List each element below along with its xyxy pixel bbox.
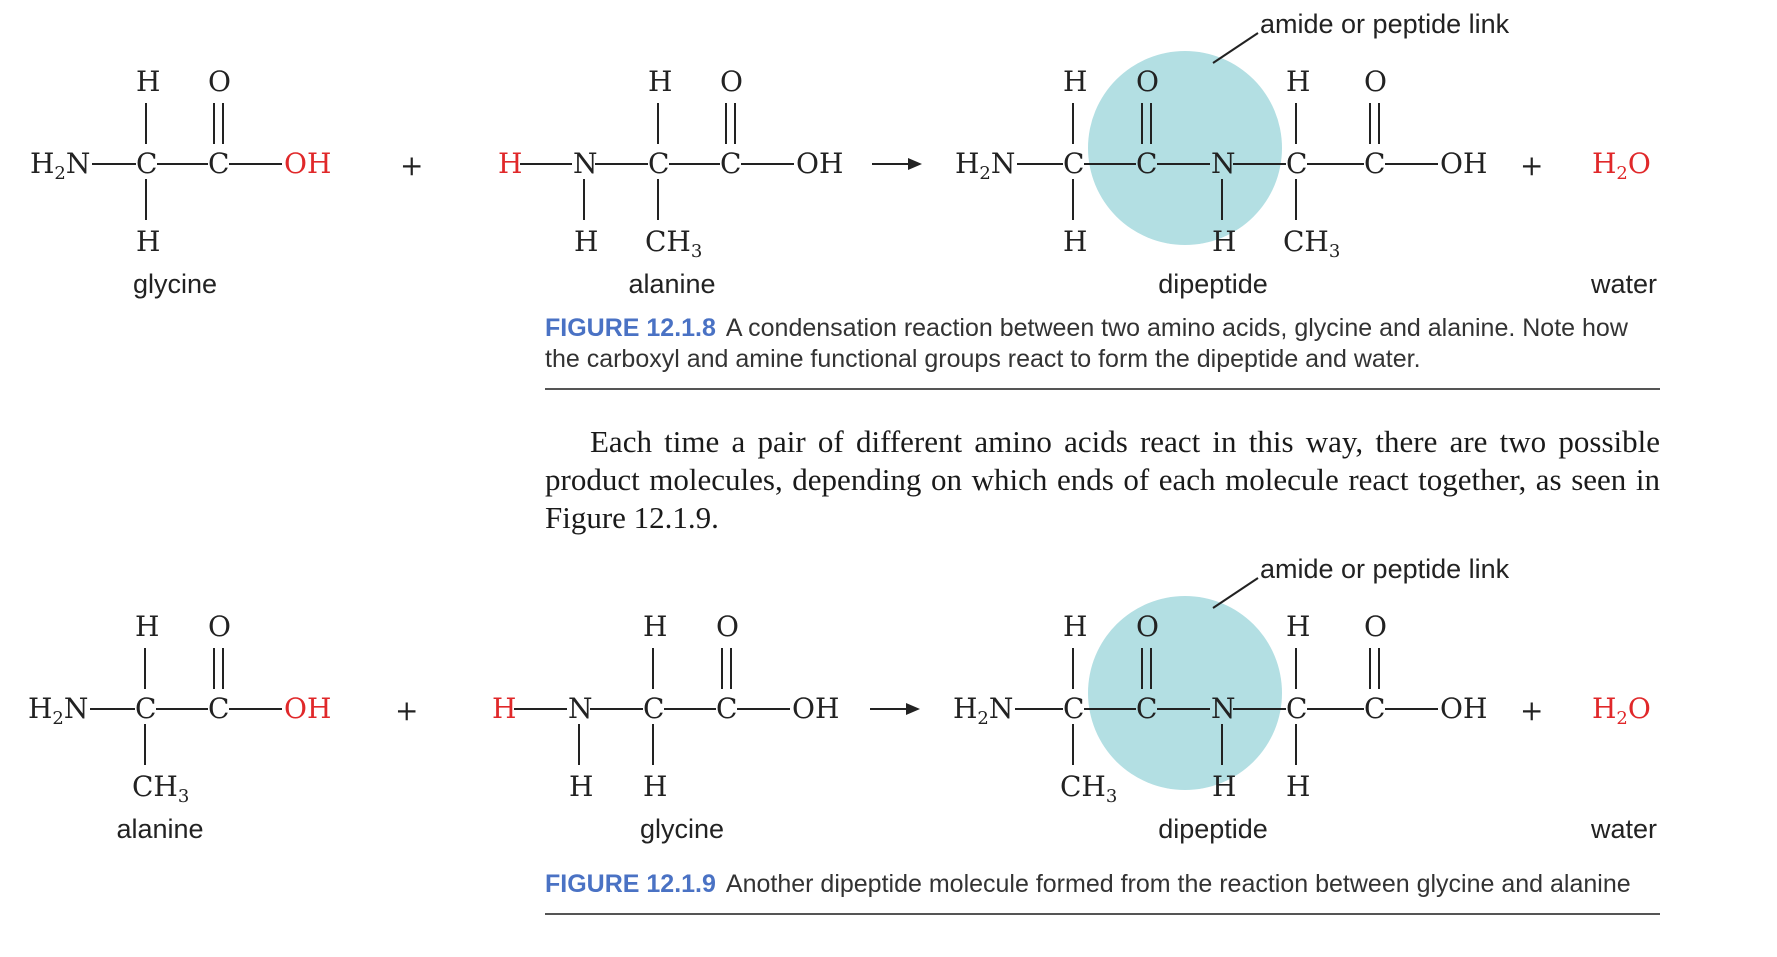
svg-text:H: H [136,65,161,98]
svg-text:C: C [1063,147,1085,180]
svg-text:C: C [648,147,670,180]
molecule-label-dipeptide: dipeptide [1158,814,1268,844]
svg-text:H: H [1286,65,1311,98]
svg-text:H2N: $H_2N$ [955,147,1016,184]
svg-text:OH: OH [1440,692,1488,725]
svg-text:OH: OH [1440,147,1488,180]
svg-text:C: C [135,692,157,725]
svg-text:OH: OH [284,692,332,725]
svg-text:O: O [1364,610,1387,643]
plus-sign: + [400,149,424,182]
peptide-link-highlight [1088,51,1282,245]
svg-text:H: H [1212,770,1237,803]
svg-text:H: H [136,225,161,258]
glycine-molecule [30,65,331,258]
annotation-pointer [1213,578,1258,608]
svg-text:O: O [208,610,231,643]
svg-text:N: N [1211,147,1236,180]
reaction-2 [28,554,1657,844]
svg-text:C: C [1364,147,1386,180]
plus-sign: + [1520,149,1544,182]
svg-text:H: H [569,770,594,803]
alanine-molecule [498,65,843,262]
svg-text:CH3: $CH_3$ [645,225,703,262]
svg-text:OH: OH [284,147,332,180]
svg-text:H: H [643,610,668,643]
figure-number: FIGURE 12.1.9 [545,870,716,898]
svg-text:H: H [1063,610,1088,643]
molecule-label-alanine: alanine [628,269,716,299]
svg-text:O: O [720,65,743,98]
caption-text: A condensation reaction between two amino acids, glycine and alanine. Note how the carboxyl and amine functional groups react to form the dipeptide and water. [545,314,1628,373]
svg-text:H: H [498,147,523,180]
peptide-link-highlight [1088,596,1282,790]
figure-number: FIGURE 12.1.8 [545,314,716,342]
caption-divider [545,913,1660,915]
reaction-1 [30,9,1657,299]
svg-text:C: C [1136,147,1158,180]
molecule-label-dipeptide: dipeptide [1158,269,1268,299]
molecule-label-water: water [1590,269,1657,299]
svg-text:CH3: $CH_3$ [1060,770,1118,807]
water-molecule: $H_2O$ [1592,692,1651,729]
svg-text:OH: OH [792,692,840,725]
svg-text:OH: OH [796,147,844,180]
plus-sign: + [395,694,419,727]
svg-text:H2N: $H_2N$ [953,692,1014,729]
figure-caption-1 [545,313,1660,375]
svg-text:H: H [643,770,668,803]
svg-text:H: H [135,610,160,643]
svg-text:C: C [136,147,158,180]
svg-text:N: N [568,692,593,725]
annotation-pointer [1213,33,1258,63]
svg-text:CH3: $CH_3$ [1283,225,1341,262]
svg-text:O: O [208,65,231,98]
svg-text:H: H [1063,225,1088,258]
molecule-label-water: water [1590,814,1657,844]
svg-text:C: C [208,692,230,725]
svg-text:H: H [1063,65,1088,98]
molecule-label-glycine: glycine [132,269,218,299]
svg-text:O: O [716,610,739,643]
svg-text:H2N: $H_2N$ [28,692,89,729]
alanine-molecule [28,610,331,807]
body-paragraph: Each time a pair of different amino acids react in this way, there are two possible product molecules, depending on which ends of each molecule react together, as seen in Figure 12.1.9. [545,424,1660,535]
peptide-link-annotation: amide or peptide link [1260,554,1510,584]
svg-text:H: H [574,225,599,258]
reaction-arrow [872,158,922,170]
caption-divider [545,388,1660,390]
svg-text:O: O [1136,610,1159,643]
svg-text:C: C [1136,692,1158,725]
svg-text:C: C [208,147,230,180]
glycine-molecule [492,610,839,803]
molecule-label-alanine: alanine [116,814,204,844]
svg-text:C: C [643,692,665,725]
svg-text:C: C [716,692,738,725]
svg-text:O: O [1136,65,1159,98]
svg-text:H: H [1286,610,1311,643]
svg-text:C: C [1286,147,1308,180]
svg-text:N: N [573,147,598,180]
svg-text:H: H [492,692,517,725]
plus-sign: + [1520,694,1544,727]
svg-text:H: H [1212,225,1237,258]
svg-text:H2N: $H_2N$ [30,147,91,184]
svg-text:CH3: $CH_3$ [132,770,190,807]
water-molecule: $H_2O$ [1592,147,1651,184]
svg-text:C: C [1063,692,1085,725]
svg-text:N: N [1211,692,1236,725]
svg-text:H: H [1286,770,1311,803]
svg-text:C: C [1286,692,1308,725]
caption-text: Another dipeptide molecule formed from the reaction between glycine and alanine [725,870,1631,898]
svg-text:O: O [1364,65,1387,98]
svg-text:C: C [1364,692,1386,725]
svg-text:C: C [720,147,742,180]
figure-caption-2 [545,869,1660,900]
svg-text:H: H [648,65,673,98]
peptide-link-annotation: amide or peptide link [1260,9,1510,39]
reaction-arrow [870,703,920,715]
molecule-label-glycine: glycine [639,814,725,844]
